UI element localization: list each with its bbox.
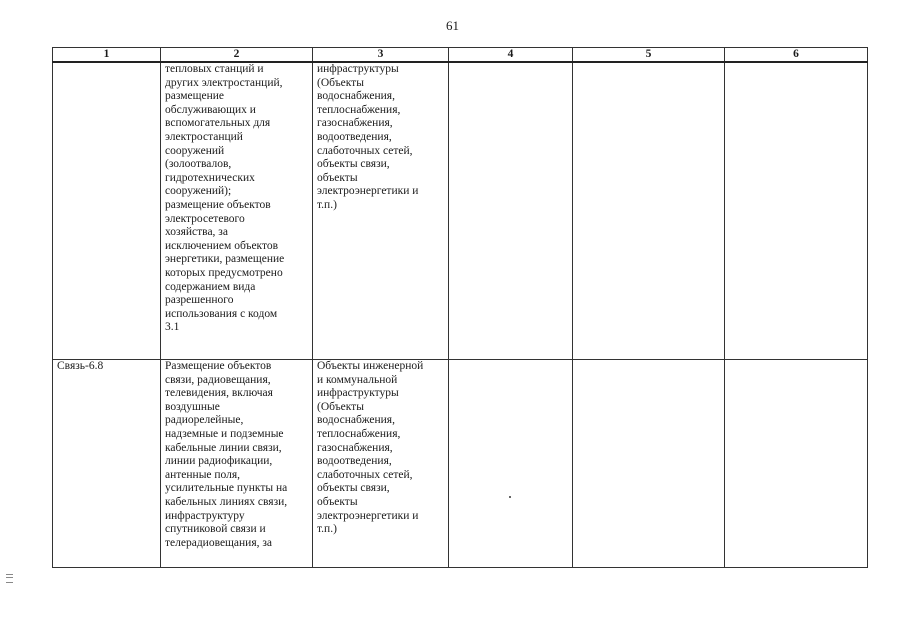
cell-description: тепловых станций и других электростанций, размещение обслуживающих и вспомогательных для электростанций сооружений (золоотвалов, гидротехнических сооружений); размещение объектов электросетевого хозяйства, за исключением объектов энергетики, размещение которых предусмотрено содержанием вида разрешенного использования с кодом 3.1	[161, 62, 313, 360]
header-col-4: 4	[449, 48, 573, 63]
zoning-table	[52, 47, 868, 568]
cell-col-5	[573, 62, 725, 360]
margin-mark	[6, 574, 13, 583]
header-col-6: 6	[725, 48, 868, 63]
header-col-1: 1	[53, 48, 161, 63]
cell-col-5	[573, 360, 725, 568]
cell-col-4	[449, 62, 573, 360]
table-header-row	[53, 48, 868, 63]
cell-col-6	[725, 360, 868, 568]
page-number: 61	[446, 18, 459, 33]
cell-description: Размещение объектов связи, радиовещания, телевидения, включая воздушные радиорелейные, надземные и подземные кабельные линии связи, линии радиофикации, антенные поля, усилительные пункты на кабельных линиях связи, инфраструктуру спутниковой связи и телерадиовещания, за	[161, 360, 313, 568]
cell-permitted-objects: инфраструктуры (Объекты водоснабжения, теплоснабжения, газоснабжения, водоотведения, слаботочных сетей, объекты связи, объекты электроэнергетики и т.п.)	[313, 62, 449, 360]
cell-permitted-objects: Объекты инженерной и коммунальной инфраструктуры (Объекты водоснабжения, теплоснабжения, газоснабжения, водоотведения, слаботочных сетей, объекты связи, объекты электроэнергетики и т.п.)	[313, 360, 449, 568]
table-row	[53, 62, 868, 360]
header-col-2: 2	[161, 48, 313, 63]
header-col-3: 3	[313, 48, 449, 63]
table-row	[53, 360, 868, 568]
cell-use-type	[53, 62, 161, 360]
scan-speck	[509, 496, 511, 498]
header-col-5: 5	[573, 48, 725, 63]
cell-col-6	[725, 62, 868, 360]
cell-use-type: Связь-6.8	[53, 360, 161, 568]
cell-col-4	[449, 360, 573, 568]
